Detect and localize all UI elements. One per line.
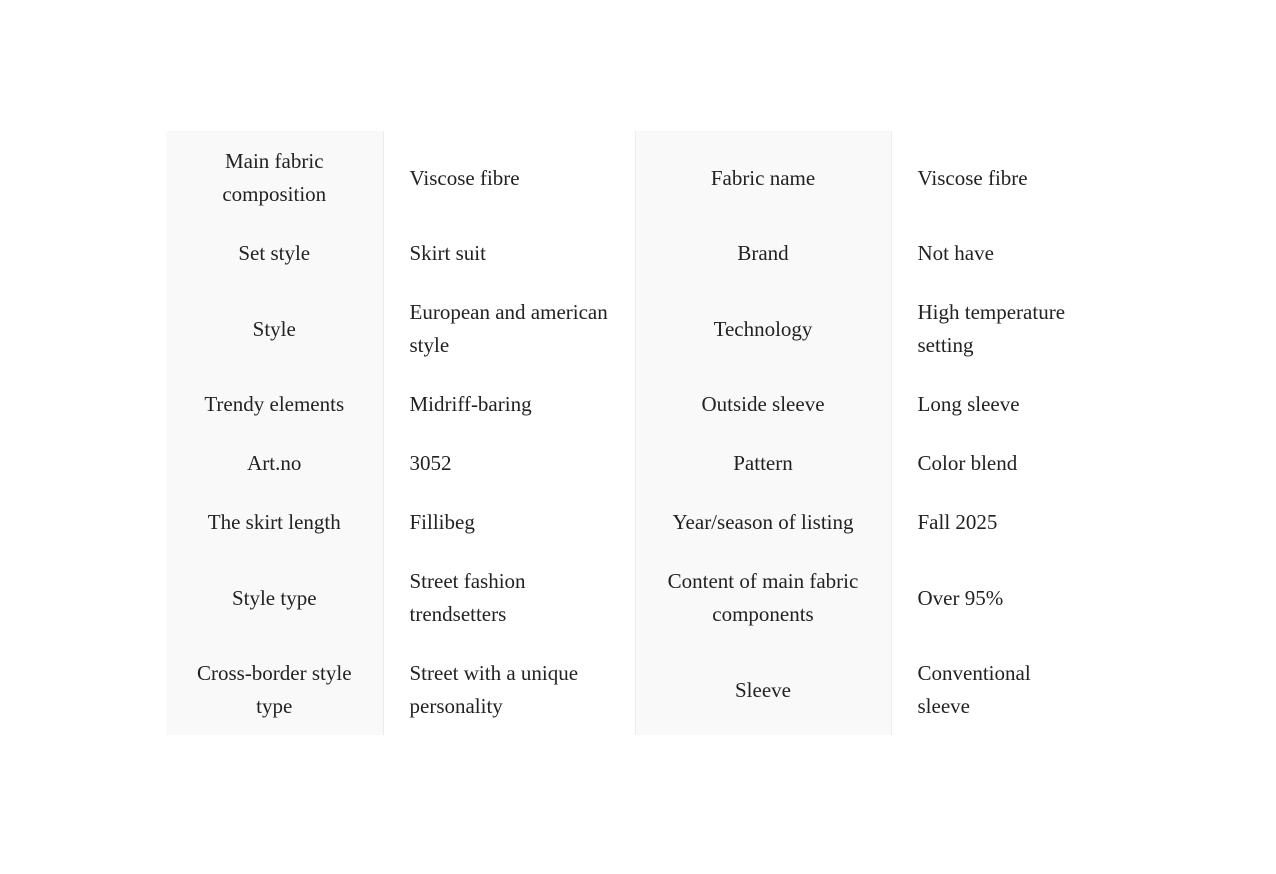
spec-value: Viscose fibre (383, 131, 635, 224)
spec-label: Content of main fabric components (635, 552, 891, 644)
spec-label: Pattern (635, 434, 891, 493)
spec-label: Main fabric composition (166, 131, 383, 224)
spec-label: Art.no (166, 434, 383, 493)
spec-value: Skirt suit (383, 224, 635, 283)
spec-value: Long sleeve (891, 375, 1276, 434)
spec-label: Outside sleeve (635, 375, 891, 434)
spec-value: Over 95% (891, 552, 1276, 644)
spec-label: Technology (635, 283, 891, 375)
spec-value: Street with a unique personality (383, 644, 635, 735)
spec-label: The skirt length (166, 493, 383, 552)
spec-label: Fabric name (635, 131, 891, 224)
spec-value: Fillibeg (383, 493, 635, 552)
product-spec-table (166, 131, 1276, 735)
spec-label: Sleeve (635, 644, 891, 735)
spec-label: Cross-border style type (166, 644, 383, 735)
spec-value: European and american style (383, 283, 635, 375)
spec-value: Fall 2025 (891, 493, 1276, 552)
spec-value: Not have (891, 224, 1276, 283)
spec-label: Set style (166, 224, 383, 283)
spec-value: High temperature setting (891, 283, 1276, 375)
spec-label: Brand (635, 224, 891, 283)
spec-value: Street fashion trendsetters (383, 552, 635, 644)
spec-value: Midriff-baring (383, 375, 635, 434)
spec-label: Style (166, 283, 383, 375)
table-row (166, 224, 1276, 283)
spec-label: Style type (166, 552, 383, 644)
table-row (166, 375, 1276, 434)
spec-value: 3052 (383, 434, 635, 493)
spec-value: Color blend (891, 434, 1276, 493)
table-row (166, 131, 1276, 224)
spec-value: Conventional sleeve (891, 644, 1276, 735)
spec-value: Viscose fibre (891, 131, 1276, 224)
table-row (166, 434, 1276, 493)
table-row (166, 493, 1276, 552)
table-row (166, 552, 1276, 644)
table-row (166, 283, 1276, 375)
spec-label: Trendy elements (166, 375, 383, 434)
table-row (166, 644, 1276, 735)
spec-label: Year/season of listing (635, 493, 891, 552)
